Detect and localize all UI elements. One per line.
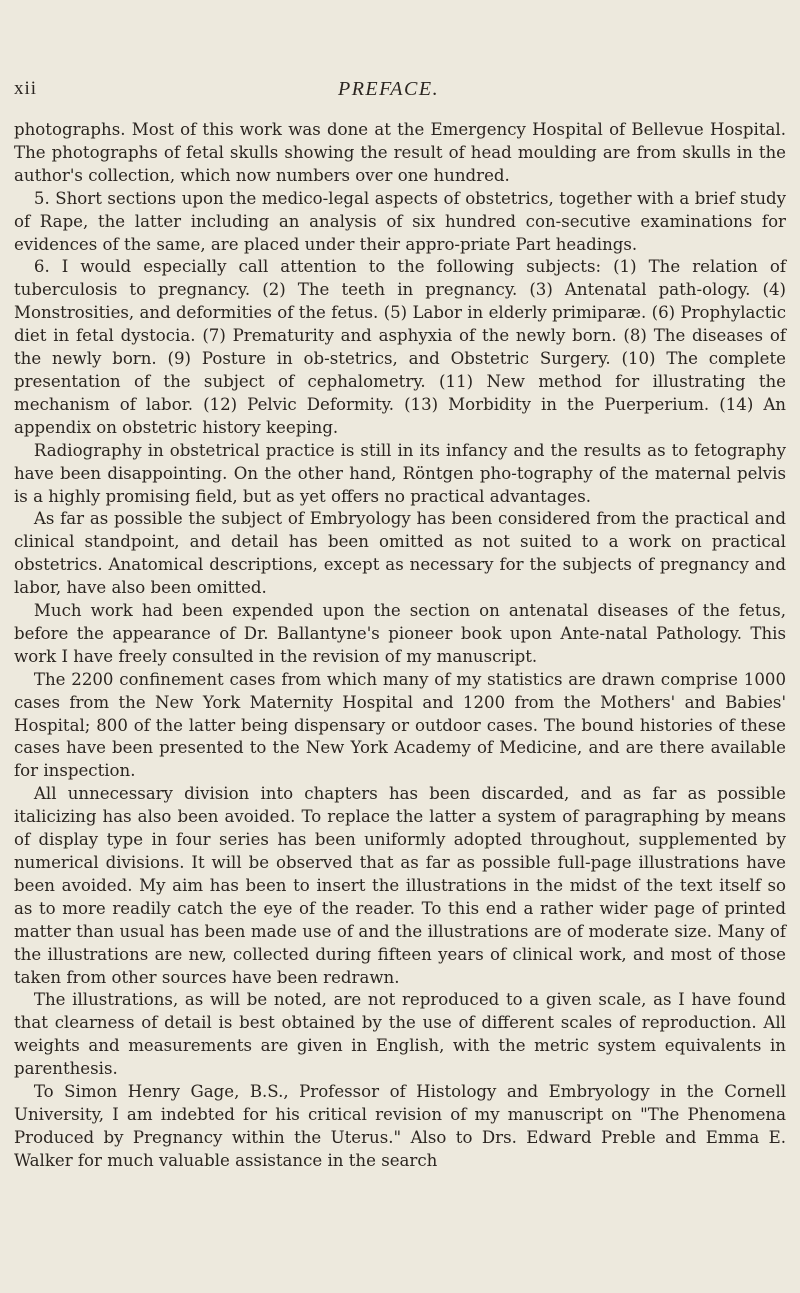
paragraph-confinement-cases: The 2200 confinement cases from which many of my statistics are drawn comprise 1000 cases from the New York Maternity Hospital and 1200 from the Mothers' and Babies' Hospital; 800 of the latter being dispensary or outdoor cases. The bound histories of these cases have been presented to the New York Academy of Medicine, and are there available for inspection. — [14, 669, 786, 781]
paragraph-acknowledgments: To Simon Henry Gage, B.S., Professor of Histology and Embryology in the Cornell University, I am indebted for his critical revision of my manuscript on "The Phenomena Produced by Pregnancy within the Uterus." Also to Drs. Edward Preble and Emma E. Walker for much valuable assistance in the search — [14, 1082, 786, 1170]
page-number: xii — [14, 78, 38, 99]
paragraph-antenatal: Much work had been expended upon the section on antenatal diseases of the fetus, before the appearance of Dr. Ballantyne's pioneer book upon Ante-natal Pathology. This work I have freely consulted in the revision of my manuscript. — [14, 601, 786, 666]
running-head: PREFACE. — [338, 78, 440, 100]
paragraph-item-5: 5. Short sections upon the medico-legal aspects of obstetrics, together with a brief study of Rape, the latter including an analysis of six hundred con-secutive examinations for evidences of the same, are placed under their appro-priate Part headings. — [14, 188, 786, 254]
paragraph-continued: photographs. Most of this work was done at the Emergency Hospital of Bellevue Hospital. The photographs of fetal skulls showing the result of head moulding are from skulls in the author's collection, which now numbers over one hundred. — [14, 120, 786, 185]
paragraph-illustrations: The illustrations, as will be noted, are not reproduced to a given scale, as I have found that clearness of detail is best obtained by the use of different scales of reproduction. All weights and measurements are given in English, with the metric system equivalents in parenthesis. — [14, 990, 786, 1079]
paragraph-item-6: 6. I would especially call attention to the following subjects: (1) The relation of tuberculosis to pregnancy. (2) The teeth in pregnancy. (3) Antenatal path-ology. (4) Monstrosities, and deformities of the fetus. (5) Labor in elderly primiparæ. (6) Prophylactic diet in fetal dystocia. (7) Prematurity and asphyxia of the newly born. (8) The diseases of the newly born. (9) Posture in ob-stetrics, and Obstetric Surgery. (10) The complete presentation of the subject of cephalometry. (11) New method for illustrating the mechanism of labor. (12) Pelvic Deformity. (13) Morbidity in the Puerperium. (14) An appendix on obstetric history keeping. — [14, 257, 786, 437]
paragraph-radiography: Radiography in obstetrical practice is still in its infancy and the results as to fetography have been disappointing. On the other hand, Röntgen pho-tography of the maternal pelvis is a highly promising field, but as yet offers no practical advantages. — [14, 440, 786, 506]
body-text — [14, 119, 786, 1173]
page-header — [0, 78, 800, 108]
paragraph-embryology: As far as possible the subject of Embryology has been considered from the practical and clinical standpoint, and detail has been omitted as not suited to a work on practical obstetrics. Anatomical descriptions, except as necessary for the subjects of pregnancy and labor, have also been omitted. — [14, 509, 786, 598]
paragraph-chapters: All unnecessary division into chapters has been discarded, and as far as possible italicizing has also been avoided. To replace the latter a system of paragraphing by means of display type in four series has been uniformly adopted throughout, supplemented by numerical divisions. It will be observed that as far as possible full-page illustrations have been avoided. My aim has been to insert the illustrations in the midst of the text itself so as to more readily catch the eye of the reader. To this end a rather wider page of printed matter than usual has been made use of and the illustrations are of moderate size. Many of the illustrations are new, collected during fifteen years of clinical work, and most of those taken from other sources have been redrawn. — [14, 784, 786, 987]
